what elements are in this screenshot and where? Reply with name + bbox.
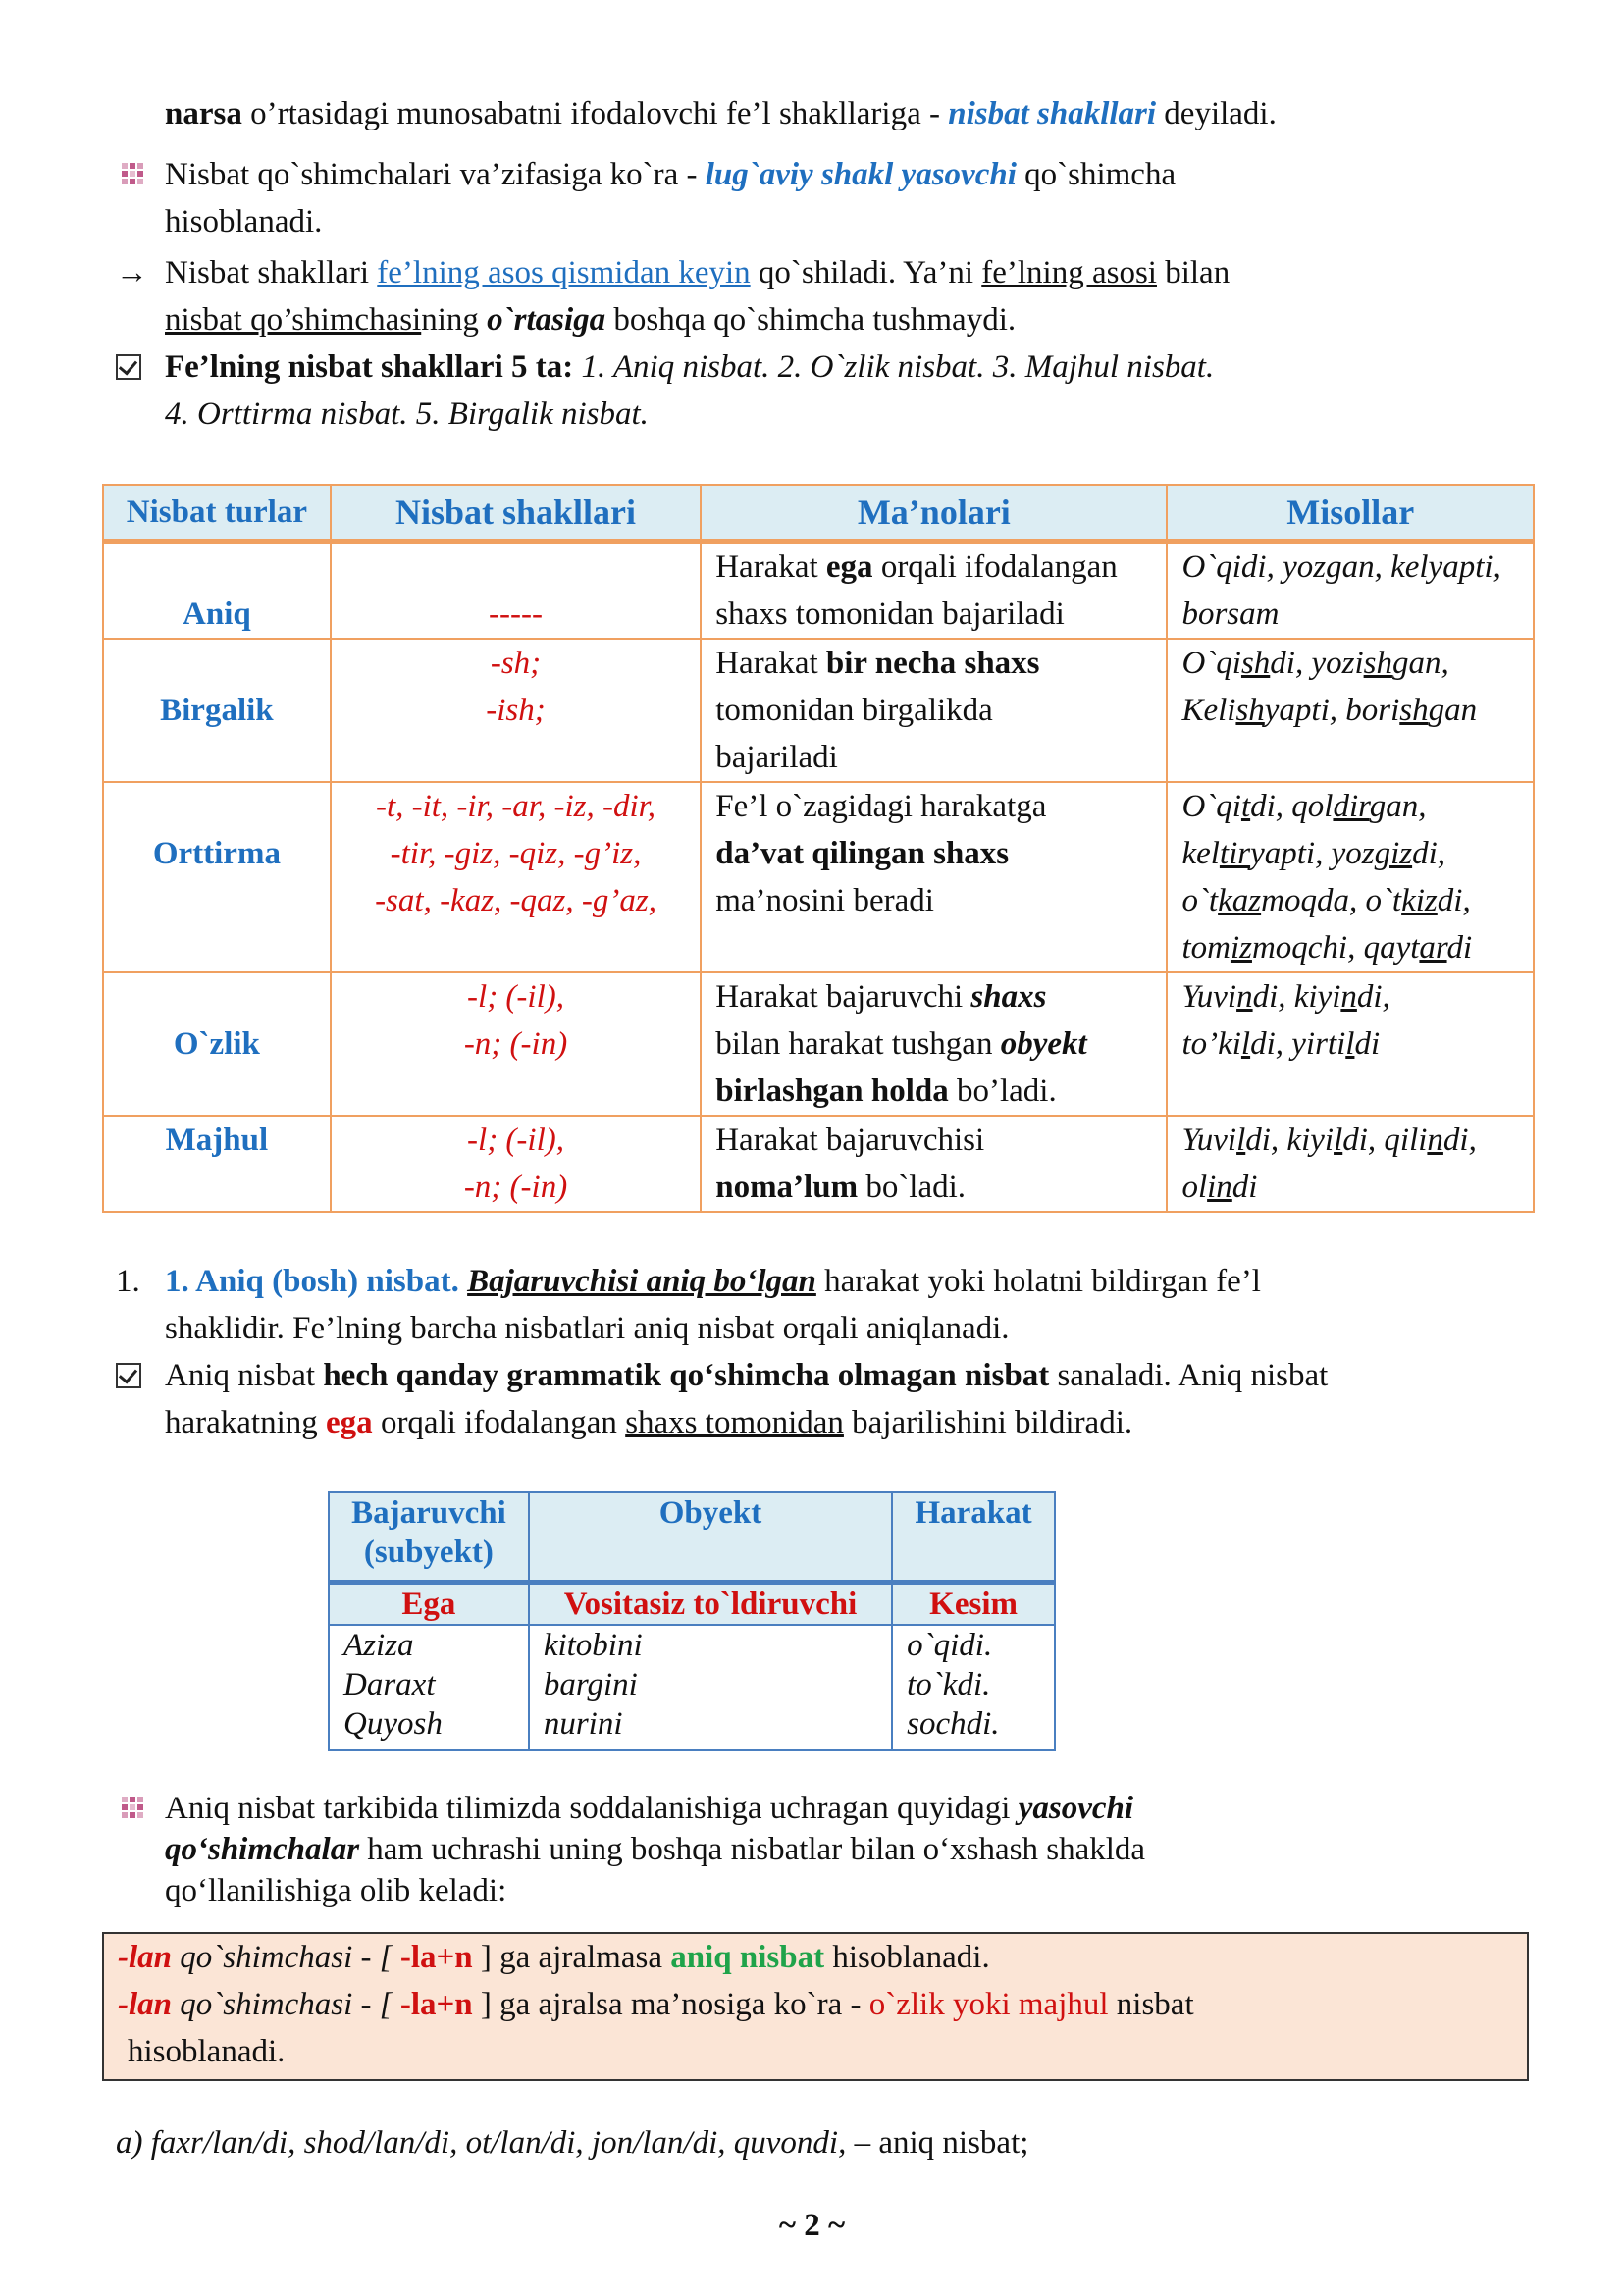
- suffix-underline: kaz: [1218, 883, 1262, 918]
- meaning-cell: [701, 639, 1167, 782]
- header-cell: Obyekt: [529, 1492, 892, 1583]
- text: boshqa qo`shimcha tushmaydi.: [605, 302, 1017, 338]
- term-nisbat-shakllari: nisbat shakllari: [948, 96, 1157, 131]
- suffix-underline: giz: [1374, 836, 1413, 871]
- emphasis: o`rtasiga: [487, 302, 606, 338]
- text: to’ki: [1181, 1026, 1241, 1062]
- example-line: [116, 2119, 1509, 2166]
- green-term: aniq nisbat: [670, 1940, 825, 1975]
- text: orqali ifodalangan: [872, 549, 1118, 585]
- text: bilan: [1156, 255, 1231, 290]
- text: harakatning: [165, 1405, 327, 1440]
- text: bargini: [543, 1667, 638, 1702]
- suffix: -l; (-il),: [467, 1122, 564, 1158]
- examples-cell: [1167, 542, 1534, 640]
- examples-cell: [1167, 972, 1534, 1116]
- text: O`qi: [1181, 646, 1241, 681]
- suffix: -lan: [118, 1940, 173, 1975]
- italic-text: 4. Orttirma nisbat. 5. Birgalik nisbat.: [165, 396, 649, 432]
- text: – aniq nisbat;: [846, 2125, 1029, 2161]
- rule-box: [102, 1932, 1529, 2081]
- type-cell: Orttirma: [103, 782, 331, 972]
- text: qo`shimchasi - [: [172, 1940, 400, 1975]
- header-cell: Nisbat shakllari: [331, 485, 701, 542]
- meaning-cell: [701, 1116, 1167, 1212]
- list-number: 1.: [116, 1264, 140, 1299]
- predicate-cell: [892, 1625, 1055, 1750]
- arrow-paragraph: [116, 249, 1509, 343]
- text: di, qili: [1342, 1122, 1428, 1158]
- text: Harakat: [715, 549, 826, 585]
- text: Yuvi: [1181, 1122, 1237, 1158]
- suffix-underline: t: [1240, 789, 1251, 824]
- suffix-cell: [331, 639, 701, 782]
- header-cell: Ma’nolari: [701, 485, 1167, 542]
- suffix-cell: [331, 782, 701, 972]
- text: kitobini: [543, 1628, 643, 1663]
- suffix: -l; (-il),: [467, 979, 564, 1015]
- table-header-row: [103, 485, 1534, 542]
- bold-text: Fe’lning nisbat shakllari 5 ta:: [165, 349, 574, 385]
- text: to`kdi.: [907, 1667, 991, 1702]
- table-row: [103, 1116, 1534, 1212]
- text: Daraxt: [343, 1667, 436, 1702]
- text: ] ga ajralsa ma’nosiga ko`ra -: [472, 1987, 869, 2022]
- text: o’rtasidagi munosabatni ifodalovchi fe’l shakllariga -: [241, 96, 949, 131]
- suffix-cell: [331, 1116, 701, 1212]
- bold-text: hech qanday grammatik qo‘shimcha olmagan nisbat: [323, 1358, 1050, 1393]
- italic-text: 1. Aniq nisbat. 2. O`zlik nisbat. 3. Majhul nisbat.: [573, 349, 1215, 385]
- section-title: 1. Aniq (bosh) nisbat.: [165, 1264, 459, 1299]
- text: hisoblanadi.: [824, 1940, 990, 1975]
- page-number: ~ 2 ~: [778, 2208, 846, 2243]
- suffix-underline: dir: [1333, 789, 1370, 824]
- bold-word: narsa: [165, 96, 242, 131]
- bullet-paragraph-1: [116, 151, 1509, 245]
- text: borsam: [1181, 597, 1280, 632]
- text: di, yirti: [1250, 1026, 1346, 1062]
- text: di, kiyi: [1252, 979, 1341, 1015]
- bold-text: bir necha shaxs: [825, 646, 1040, 681]
- text: di,: [1437, 883, 1471, 918]
- text: nurini: [543, 1706, 623, 1742]
- header-cell: Kesim: [892, 1583, 1055, 1626]
- subject-cell: [329, 1625, 529, 1750]
- header-cell: Harakat: [892, 1492, 1055, 1583]
- suffix-underline: n: [1340, 979, 1357, 1015]
- suffix-underline: n: [1236, 979, 1253, 1015]
- examples-cell: [1167, 782, 1534, 972]
- text: qo`shimchasi - [: [172, 1987, 400, 2022]
- bold-text: ega: [825, 549, 873, 585]
- text: Yuvi: [1181, 979, 1237, 1015]
- text: ham uchrashi uning boshqa nisbatlar bilan o‘xshash shaklda: [359, 1832, 1146, 1867]
- text: qo`shimcha: [1016, 157, 1177, 192]
- text: di: [1231, 1170, 1258, 1205]
- text: orqali ifodalangan: [372, 1405, 626, 1440]
- underlined-phrase: fe’lning asos qismidan keyin: [377, 255, 751, 290]
- bold-text: noma’lum: [715, 1170, 859, 1205]
- emphasis: yasovchi: [1018, 1791, 1134, 1826]
- meaning-cell: [701, 972, 1167, 1116]
- text: tomonidan birgalikda: [715, 693, 993, 728]
- text: ning: [421, 302, 488, 338]
- text: Keli: [1181, 693, 1236, 728]
- examples-cell: [1167, 1116, 1534, 1212]
- emphasis: obyekt: [1000, 1026, 1087, 1062]
- decorative-square-bullet-icon: [116, 151, 153, 198]
- italic-text: a) faxr/lan/di, shod/lan/di, ot/lan/di, jon/lan/di, quvondi,: [116, 2125, 847, 2161]
- text: Aziza: [343, 1628, 414, 1663]
- text: bilan harakat tushgan: [715, 1026, 1001, 1062]
- suffix-underline: l: [1334, 1122, 1343, 1158]
- suffix: -n; (-in): [463, 1170, 568, 1205]
- table-header-row: [329, 1492, 1055, 1583]
- table-row: [103, 639, 1534, 782]
- text: di,: [1442, 1122, 1477, 1158]
- text: O`qidi, yozgan, kelyapti,: [1181, 549, 1501, 585]
- text: sochdi.: [907, 1706, 1000, 1742]
- suffix-underline: ar: [1419, 930, 1447, 965]
- suffix: -n; (-in): [463, 1026, 568, 1062]
- bold-text: da’vat qilingan shaxs: [715, 836, 1010, 871]
- text: bajariladi: [715, 740, 838, 775]
- underlined-phrase: nisbat qo’shimchasi: [165, 302, 422, 338]
- text: hisoblanadi.: [165, 204, 323, 239]
- text: Quyosh: [343, 1706, 443, 1742]
- text: yapti, yoz: [1250, 836, 1375, 871]
- emphasis: shaxs: [970, 979, 1047, 1015]
- suffix-underline: tir: [1219, 836, 1251, 871]
- checkbox-paragraph-aniq: [116, 1352, 1509, 1446]
- text: deyiladi.: [1156, 96, 1277, 131]
- text: moqchi, qayt: [1251, 930, 1420, 965]
- text: di, yozi: [1270, 646, 1364, 681]
- text: di,: [1356, 979, 1390, 1015]
- text: shaklidir. Fe’lning barcha nisbatlari aniq nisbat orqali aniqlanadi.: [165, 1311, 1010, 1346]
- text: tom: [1181, 930, 1231, 965]
- example-table: [328, 1491, 1056, 1751]
- nisbat-table: [102, 484, 1535, 1213]
- suffix-underline: sh: [1235, 693, 1265, 728]
- suffix-underline: sh: [1240, 646, 1271, 681]
- text: Aniq nisbat: [165, 1358, 324, 1393]
- suffix: -ish;: [486, 693, 546, 728]
- text: o`t: [1181, 883, 1219, 918]
- meaning-cell: [701, 542, 1167, 640]
- text: Harakat bajaruvchi: [715, 979, 971, 1015]
- table-subheader-row: [329, 1583, 1055, 1626]
- emphasis: Bajaruvchisi aniq bo‘lgan: [467, 1264, 816, 1299]
- text: Nisbat qo`shimchalari va’zifasiga ko`ra -: [165, 157, 706, 192]
- suffix-underline: l: [1345, 1026, 1355, 1062]
- object-cell: [529, 1625, 892, 1750]
- type-cell: O`zlik: [103, 972, 331, 1116]
- text: di, kiyi: [1245, 1122, 1335, 1158]
- text: harakat yoki holatni bildirgan fe’l: [815, 1264, 1261, 1299]
- text: o`qidi.: [907, 1628, 993, 1663]
- bold-text: birlashgan holda: [715, 1073, 949, 1109]
- rule-line: [118, 1934, 1513, 1981]
- suffix-underline: kiz: [1401, 883, 1438, 918]
- suffix: -lan: [118, 1987, 173, 2022]
- text: di: [1446, 930, 1473, 965]
- table-row: [329, 1625, 1055, 1750]
- suffix: -tir, -giz, -qiz, -g’iz,: [390, 836, 642, 871]
- header-cell: Bajaruvchi (subyekt): [329, 1492, 529, 1583]
- table-row: [103, 972, 1534, 1116]
- red-term: o`zlik yoki majhul: [868, 1987, 1109, 2022]
- text: Aniq nisbat tarkibida tilimizda soddalanishiga uchragan quyidagi: [165, 1791, 1019, 1826]
- suffix-underline: iz: [1230, 930, 1252, 965]
- suffix-underline: l: [1236, 1122, 1246, 1158]
- text: O`qi: [1181, 789, 1241, 824]
- examples-cell: [1167, 639, 1534, 782]
- suffix-underline: l: [1240, 1026, 1251, 1062]
- text: Harakat: [715, 646, 826, 681]
- text: bajarilishini bildiradi.: [843, 1405, 1133, 1440]
- header-cell: Ega: [329, 1583, 529, 1626]
- suffix-cell: [331, 972, 701, 1116]
- text: bo’ladi.: [948, 1073, 1057, 1109]
- table-row: [103, 782, 1534, 972]
- text: shaxs tomonidan bajariladi: [715, 597, 1065, 632]
- text: qo‘llanilishiga olib keladi:: [165, 1873, 507, 1908]
- text: gan,: [1369, 789, 1427, 824]
- text: di: [1354, 1026, 1381, 1062]
- text: kel: [1181, 836, 1220, 871]
- text: nisbat: [1108, 1987, 1194, 2022]
- checkbox-paragraph-forms: [116, 343, 1509, 438]
- suffix: -sh;: [490, 646, 542, 681]
- text: gan,: [1391, 646, 1449, 681]
- term-lugaviy: lug`aviy shakl yasovchi: [705, 157, 1017, 192]
- suffix: -sat, -kaz, -qaz, -g’az,: [375, 883, 656, 918]
- numbered-paragraph-aniq: [116, 1258, 1509, 1352]
- checkbox-icon: [116, 1352, 153, 1399]
- type-cell: Aniq: [103, 542, 331, 640]
- text: bo`ladi.: [858, 1170, 967, 1205]
- text: yapti, bori: [1264, 693, 1400, 728]
- text: gan: [1428, 693, 1478, 728]
- suffix-cell: [331, 542, 701, 640]
- bullet-paragraph-2: [116, 1788, 1509, 1911]
- type-cell: Birgalik: [103, 639, 331, 782]
- arrow-right-icon: →: [116, 255, 148, 290]
- text: Fe’l o`zagidagi harakatga: [715, 789, 1047, 824]
- type-cell: Majhul: [103, 1116, 331, 1212]
- suffix: -t, -it, -ir, -ar, -iz, -dir,: [375, 789, 656, 824]
- decorative-square-bullet-icon: [116, 1788, 153, 1829]
- suffix: -----: [489, 597, 543, 632]
- suffix-underline: n: [1427, 1122, 1443, 1158]
- header-cell: Nisbat turlar: [103, 485, 331, 542]
- rule-line: [118, 1981, 1513, 2028]
- text: ol: [1181, 1170, 1208, 1205]
- text: Harakat bajaruvchisi: [715, 1122, 985, 1158]
- emphasis: qo‘shimchalar: [165, 1832, 360, 1867]
- text: di, qol: [1250, 789, 1334, 824]
- meaning-cell: [701, 782, 1167, 972]
- rule-line: hisoblanadi.: [128, 2034, 286, 2069]
- text: qo`shiladi. Ya’ni: [750, 255, 982, 290]
- header-cell: Misollar: [1167, 485, 1534, 542]
- suffix: -la+n: [399, 1940, 473, 1975]
- text: ] ga ajralmasa: [472, 1940, 671, 1975]
- suffix-underline: in: [1207, 1170, 1232, 1205]
- checkbox-icon: [116, 343, 153, 391]
- text: sanaladi. Aniq nisbat: [1049, 1358, 1329, 1393]
- text: Nisbat shakllari: [165, 255, 378, 290]
- text: ma’nosini beradi: [715, 883, 934, 918]
- underlined-phrase: shaxs tomonidan: [625, 1405, 844, 1440]
- header-cell: Vositasiz to`ldiruvchi: [529, 1583, 892, 1626]
- suffix-underline: sh: [1363, 646, 1392, 681]
- text: di,: [1412, 836, 1446, 871]
- suffix: -la+n: [399, 1987, 473, 2022]
- text: moqda, o`t: [1261, 883, 1402, 918]
- paragraph-definition: [116, 90, 1558, 137]
- suffix-underline: sh: [1399, 693, 1429, 728]
- table-row: [103, 542, 1534, 640]
- underlined-phrase: fe’lning asosi: [981, 255, 1157, 290]
- red-term: ega: [326, 1405, 373, 1440]
